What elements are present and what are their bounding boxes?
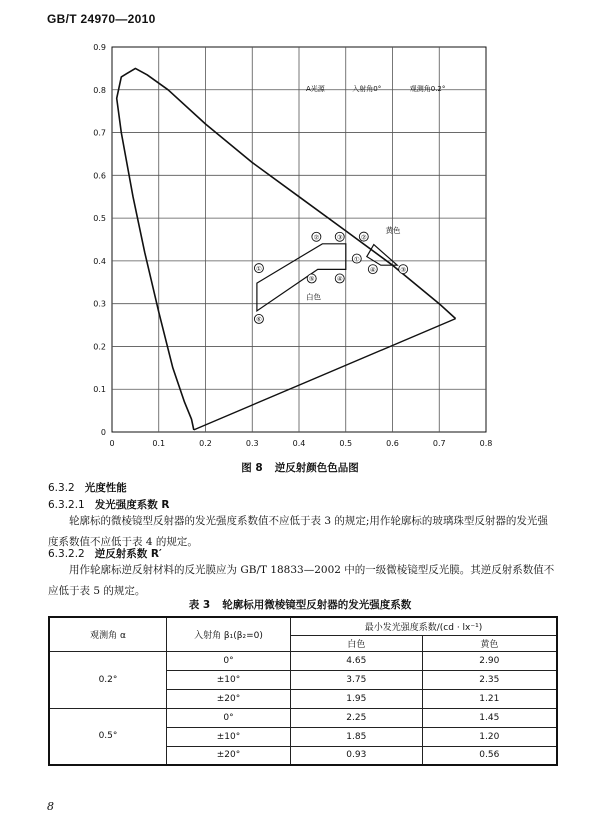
header-min-intensity: 最小发光强度系数/(cd · lx⁻¹) xyxy=(291,617,558,635)
point-label: ⑤ xyxy=(308,275,315,284)
x-tick-label: 0 xyxy=(109,439,115,448)
chart-annotation: 入射角0° xyxy=(352,84,382,93)
figure-title: 逆反射颜色色品图 xyxy=(274,462,359,474)
yellow-value-cell: 1.45 xyxy=(422,708,557,727)
white-region-label: 白色 xyxy=(306,292,322,302)
section-6-3-2-1 xyxy=(48,497,170,512)
x-tick-label: 0.7 xyxy=(432,439,446,448)
yellow-value-cell: 0.56 xyxy=(422,746,557,765)
incidence-angle-cell: ±20° xyxy=(167,689,291,708)
section-number: 6.3.2.2 xyxy=(48,548,85,560)
header-yellow: 黄色 xyxy=(422,635,557,651)
x-tick-label: 0.4 xyxy=(292,439,306,448)
white-value-cell: 3.75 xyxy=(291,670,423,689)
chart-annotation: A光源 xyxy=(305,84,325,93)
x-tick-label: 0.8 xyxy=(479,439,493,448)
table-number: 表 3 xyxy=(188,599,211,611)
y-tick-label: 0 xyxy=(100,428,106,437)
section-number: 6.3.2.1 xyxy=(48,499,85,511)
y-tick-label: 0.5 xyxy=(93,214,106,224)
section-title: 逆反射系数 R′ xyxy=(94,548,162,560)
observation-angle-cell: 0.5° xyxy=(49,708,167,765)
section-title: 发光强度系数 R xyxy=(94,499,170,511)
point-marker xyxy=(254,314,263,323)
chart-grid xyxy=(112,47,486,432)
y-tick-label: 0.8 xyxy=(93,85,106,95)
point-marker xyxy=(399,265,408,274)
white-value-cell: 0.93 xyxy=(291,746,423,765)
point-label: ③ xyxy=(400,265,407,274)
y-tick-label: 0.4 xyxy=(93,256,106,266)
point-label: ② xyxy=(313,233,320,242)
point-marker xyxy=(312,232,321,241)
yellow-value-cell: 1.20 xyxy=(422,727,557,746)
white-region xyxy=(257,244,346,311)
x-tick-label: 0.2 xyxy=(199,439,212,448)
table-row xyxy=(49,708,557,727)
purple-line xyxy=(194,319,456,430)
point-label: ① xyxy=(353,255,360,264)
header-white: 白色 xyxy=(291,635,423,651)
x-tick-label: 0.6 xyxy=(386,439,399,448)
spectrum-locus-line xyxy=(117,68,456,430)
section-6-3-2 xyxy=(48,480,127,495)
chart-annotations xyxy=(306,84,445,93)
yellow-region-label: 黄色 xyxy=(385,226,401,236)
spectrum-locus xyxy=(117,68,456,430)
point-label: ④ xyxy=(336,275,343,284)
incidence-angle-cell: 0° xyxy=(167,708,291,727)
y-tick-label: 0.1 xyxy=(93,385,106,395)
chart-annotation: 观测角0.2° xyxy=(409,84,446,93)
white-value-cell: 1.85 xyxy=(291,727,423,746)
incidence-angle-cell: ±20° xyxy=(167,746,291,765)
point-marker xyxy=(359,232,368,241)
point-marker xyxy=(335,274,344,283)
point-label: ⑥ xyxy=(256,315,262,324)
x-tick-label: 0.5 xyxy=(339,439,353,448)
y-tick-label: 0.3 xyxy=(93,299,106,309)
y-tick-label: 0.2 xyxy=(93,342,106,352)
page-header: GB/T 24970—2010 xyxy=(47,12,156,26)
white-value-cell: 2.25 xyxy=(291,708,423,727)
incidence-angle-cell: 0° xyxy=(167,651,291,670)
point-label: ③ xyxy=(336,233,343,242)
table-title: 轮廓标用微棱镜型反射器的发光强度系数 xyxy=(222,599,412,611)
incidence-angle-cell: ±10° xyxy=(167,727,291,746)
point-label: ④ xyxy=(369,265,376,274)
section-6-3-2-2 xyxy=(48,546,162,561)
yellow-value-cell: 2.35 xyxy=(422,670,557,689)
observation-angle-cell: 0.2° xyxy=(49,651,167,708)
point-marker xyxy=(254,264,263,273)
figure-caption xyxy=(0,460,600,475)
y-tick-label: 0.6 xyxy=(93,171,106,181)
x-tick-label: 0.3 xyxy=(245,439,259,448)
yellow-value-cell: 2.90 xyxy=(422,651,557,670)
table-caption xyxy=(0,597,600,612)
x-tick-label: 0.1 xyxy=(152,439,166,448)
page-number: 8 xyxy=(47,800,54,813)
section-number: 6.3.2 xyxy=(48,482,75,494)
point-marker xyxy=(352,254,361,263)
header-observation-angle: 观测角 α xyxy=(49,617,167,651)
header-incidence-angle: 入射角 β₁(β₂=0) xyxy=(167,617,291,651)
point-marker xyxy=(368,265,377,274)
white-value-cell: 1.95 xyxy=(291,689,423,708)
table-row xyxy=(49,651,557,670)
paragraph-6-3-2-1: 轮廓标的微棱镜型反射器的发光强度系数值不应低于表 3 的规定;用作轮廓标的玻璃珠型反射器的发光强度系数值不应低于表 4 的规定。 xyxy=(48,515,548,548)
incidence-angle-cell: ±10° xyxy=(167,670,291,689)
white-value-cell: 4.65 xyxy=(291,651,423,670)
luminous-intensity-table xyxy=(48,616,558,766)
yellow-value-cell: 1.21 xyxy=(422,689,557,708)
point-marker xyxy=(335,232,344,241)
section-title: 光度性能 xyxy=(84,482,127,494)
point-label: ① xyxy=(256,264,262,273)
point-label: ② xyxy=(360,233,367,242)
figure-number: 图 8 xyxy=(241,462,263,474)
y-tick-label: 0.9 xyxy=(93,43,106,52)
paragraph-6-3-2-2: 用作轮廓标逆反射材料的反光膜应为 GB/T 18833—2002 中的一级微棱镜型反光膜。其逆反射系数值不应低于表 5 的规定。 xyxy=(48,564,555,597)
color-regions xyxy=(254,225,407,324)
y-tick-label: 0.7 xyxy=(93,128,106,138)
point-marker xyxy=(307,274,316,283)
